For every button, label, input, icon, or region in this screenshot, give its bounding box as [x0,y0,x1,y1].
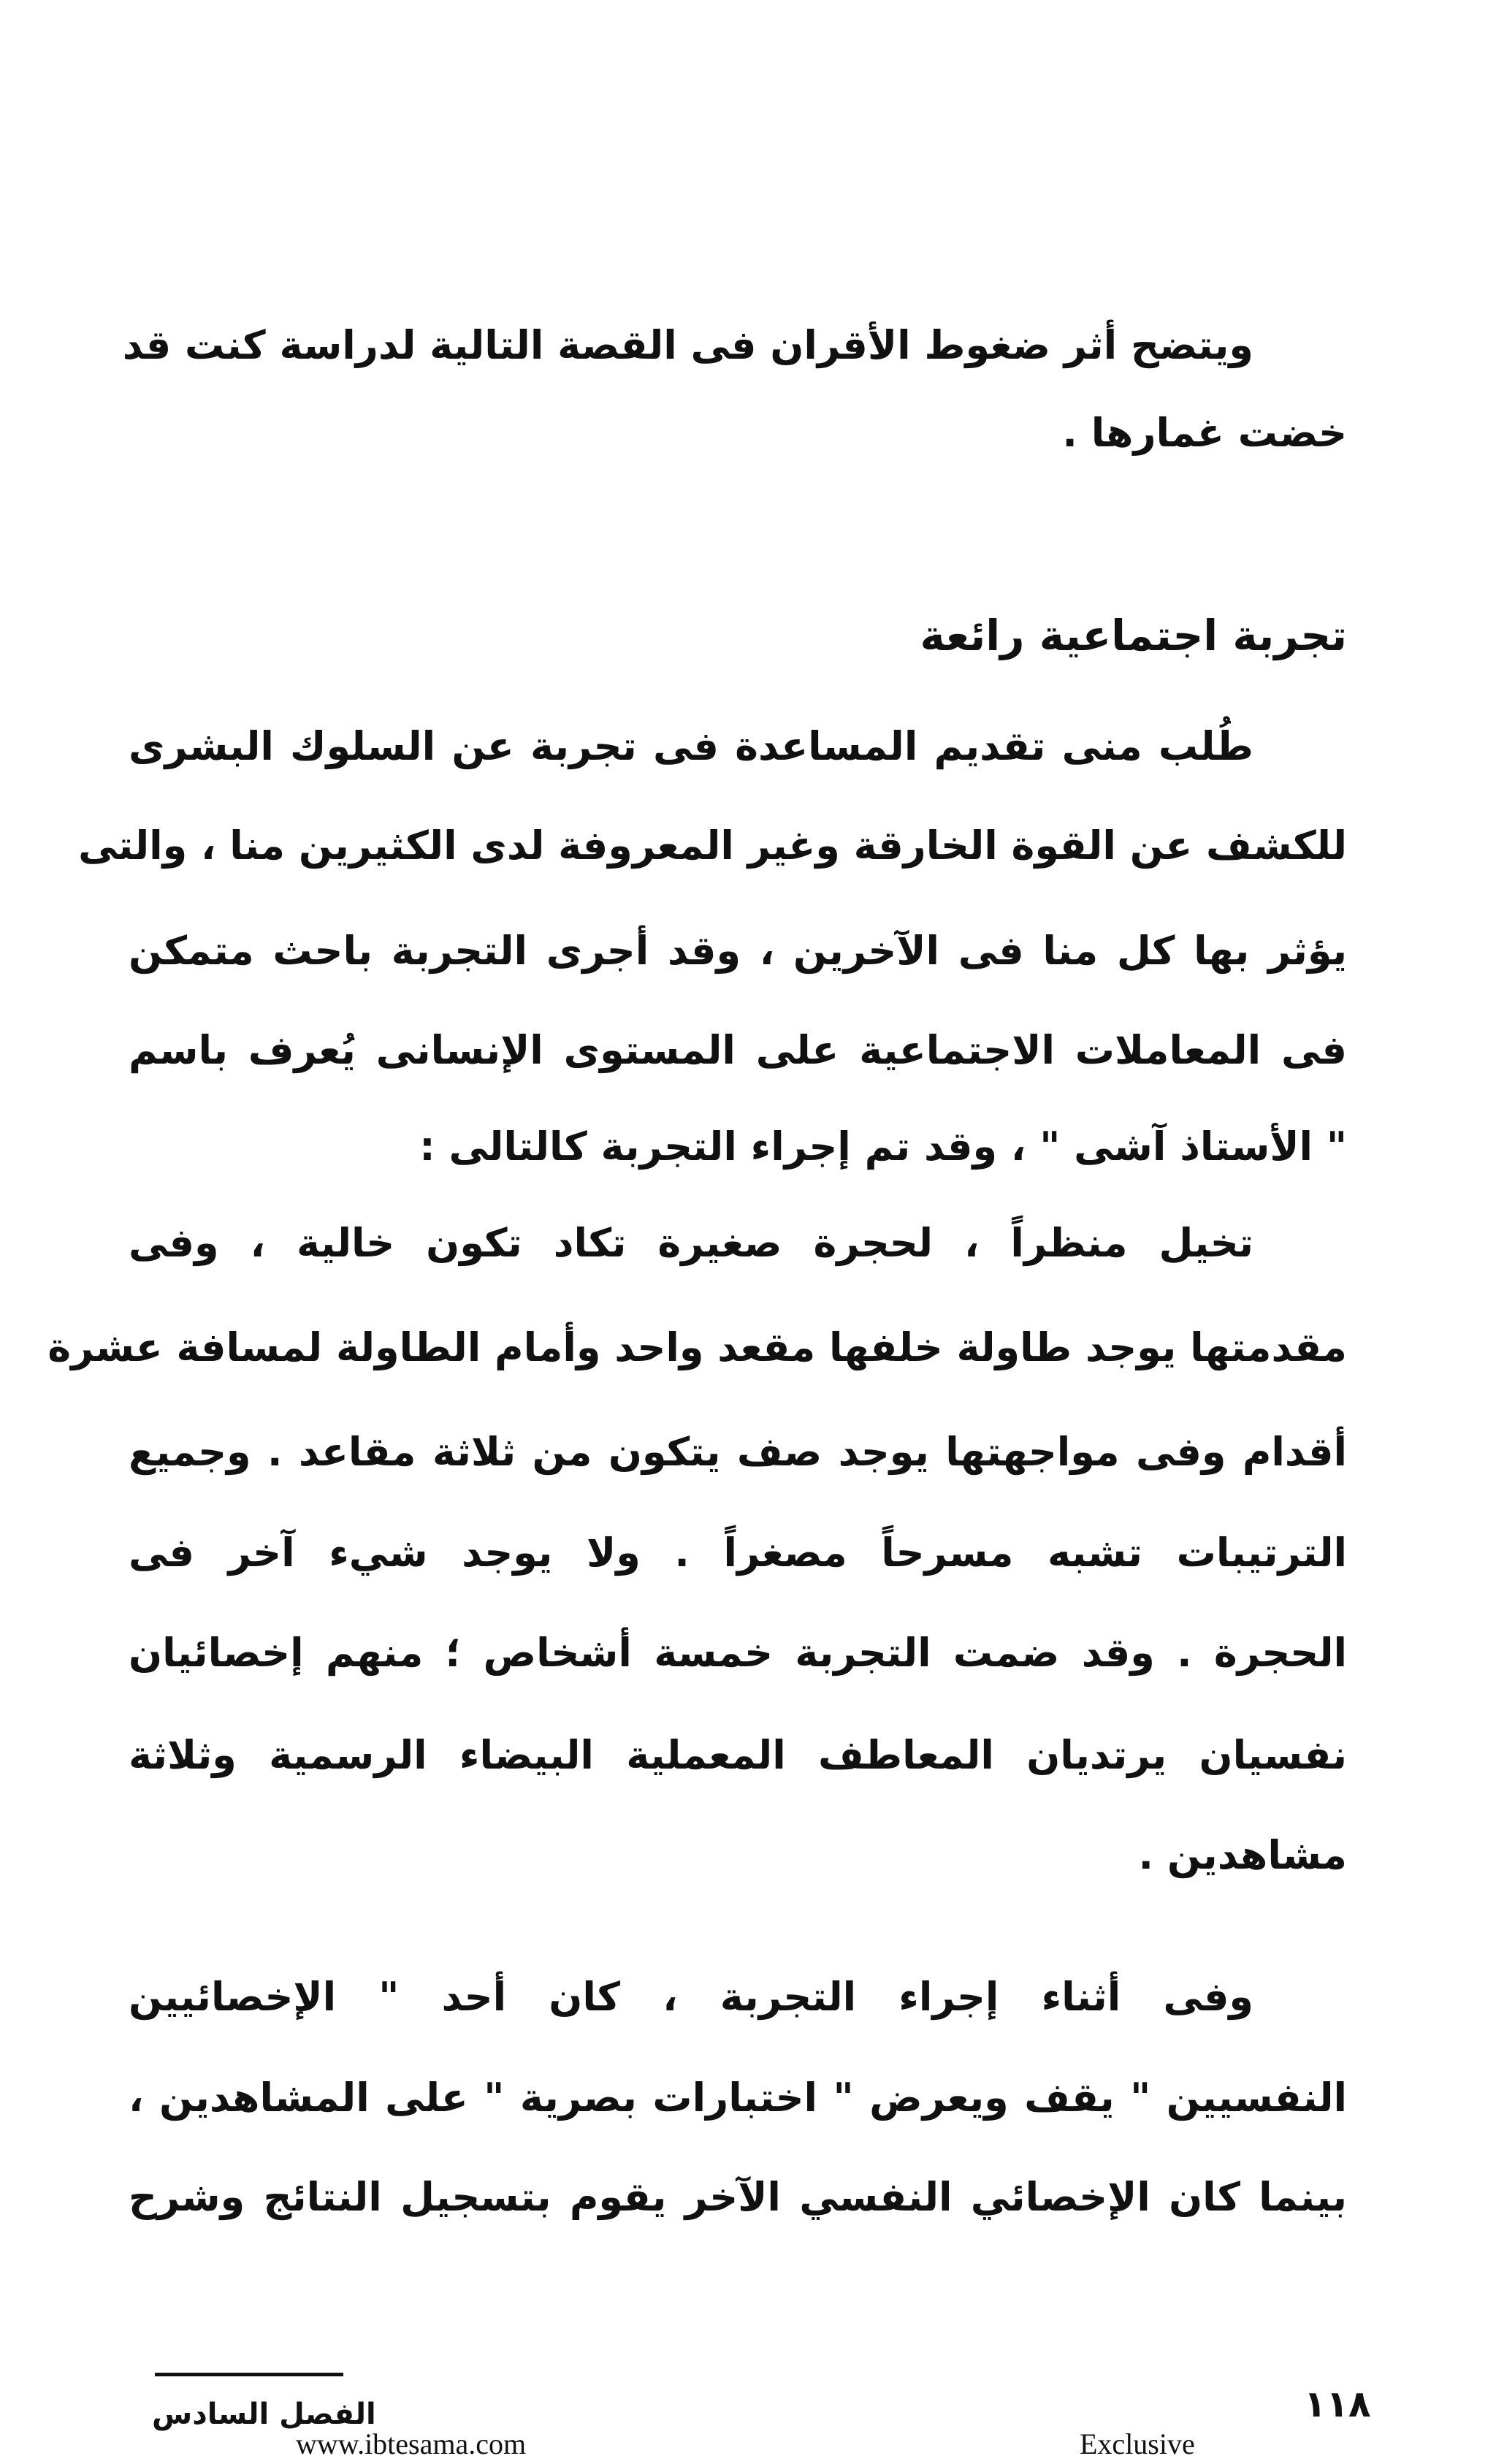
website-watermark: www.ibtesama.com [296,2427,527,2460]
chapter-title: الفصل السادس [152,2398,376,2431]
exclusive-watermark: Exclusive [1080,2427,1195,2460]
paragraph-line: للكشف عن القوة الخارقة وغير المعروفة لدى الكثيرين منا ، والتى [78,823,1347,869]
paragraph-line: النفسيين " يقف ويعرض " اختبارات بصرية " على المشاهدين ، [129,2075,1347,2121]
paragraph-line: " الأستاذ آشى " ، وقد تم إجراء التجربة كالتالى : [419,1124,1347,1170]
paragraph-line: تخيل منظراً ، لحجرة صغيرة تكاد تكون خالية ، وفى [129,1220,1253,1266]
paragraph-line: مشاهدين . [1138,1832,1347,1878]
paragraph-line: وفى أثناء إجراء التجربة ، كان أحد " الإخصائيين [129,1974,1253,2020]
intro-line: ويتضح أثر ضغوط الأقران فى القصة التالية لدراسة كنت قد [122,322,1253,368]
paragraph-line: الترتيبات تشبه مسرحاً مصغراً . ولا يوجد شيء آخر فى [129,1530,1347,1576]
section-heading: تجربة اجتماعية رائعة [920,611,1347,660]
paragraph-line: مقدمتها يوجد طاولة خلفها مقعد واحد وأمام الطاولة لمسافة عشرة [47,1324,1347,1370]
intro-line: خضت غمارها . [1062,410,1347,456]
paragraph-line: بينما كان الإخصائي النفسي الآخر يقوم بتسجيل النتائج وشرح [129,2174,1347,2220]
paragraph-line: فى المعاملات الاجتماعية على المستوى الإنسانى يُعرف باسم [129,1027,1347,1073]
page-number: ١١٨ [1304,2383,1371,2425]
paragraph-line: طُلب منى تقديم المساعدة فى تجربة عن السلوك البشرى [129,723,1253,769]
footer-rule [155,2373,343,2376]
paragraph-line: الحجرة . وقد ضمت التجربة خمسة أشخاص ؛ منهم إخصائيان [129,1630,1347,1676]
paragraph-line: يؤثر بها كل منا فى الآخرين ، وقد أجرى التجربة باحث متمكن [129,928,1347,974]
paragraph-line: نفسيان يرتديان المعاطف المعملية البيضاء الرسمية وثلاثة [129,1732,1347,1778]
paragraph-line: أقدام وفى مواجهتها يوجد صف يتكون من ثلاثة مقاعد . وجميع [129,1429,1347,1475]
